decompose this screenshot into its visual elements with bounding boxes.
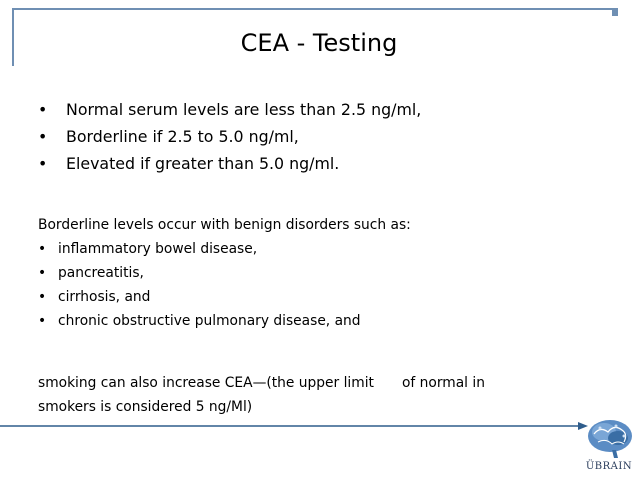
borderline-section — [38, 213, 411, 333]
bullet-icon: • — [38, 127, 48, 146]
list-item — [38, 285, 411, 309]
brain-icon — [580, 412, 638, 462]
bullet-icon: • — [38, 100, 48, 119]
bullet-icon: • — [38, 154, 48, 173]
list-item — [38, 96, 421, 123]
ubrain-logo — [580, 412, 638, 478]
closing-line-2: smokers is considered 5 ng/Ml) — [38, 399, 253, 415]
bullet-text: Elevated if greater than 5.0 ng/ml. — [66, 154, 340, 173]
slide-title: CEA - Testing — [240, 29, 398, 57]
closing-text-b: of normal in — [401, 375, 485, 391]
title-frame-top — [12, 8, 612, 10]
list-item — [38, 261, 411, 285]
list-item — [38, 150, 421, 177]
list-item — [38, 123, 421, 150]
item-text: pancreatitis, — [58, 265, 144, 281]
bullet-text: Borderline if 2.5 to 5.0 ng/ml, — [66, 127, 299, 146]
main-bullet-list — [38, 96, 421, 177]
bullet-icon: • — [38, 265, 47, 281]
borderline-intro: Borderline levels occur with benign disorders such as: — [38, 217, 411, 233]
divider-arrow — [0, 421, 590, 431]
closing-line-1 — [38, 371, 485, 395]
closing-text-a: smoking can also increase CEA—(the upper limit — [38, 375, 374, 391]
list-item — [38, 237, 411, 261]
bullet-icon: • — [38, 313, 47, 329]
bullet-text: Normal serum levels are less than 2.5 ng/ml, — [66, 100, 422, 119]
list-item — [38, 309, 411, 333]
bullet-icon: • — [38, 289, 47, 305]
title-frame-tab — [612, 8, 618, 16]
bullet-icon: • — [38, 241, 47, 257]
logo-text: ÜBRAIN — [585, 461, 633, 472]
item-text: inflammatory bowel disease, — [58, 241, 258, 257]
closing-paragraph — [38, 371, 485, 419]
item-text: cirrhosis, and — [58, 289, 151, 305]
item-text: chronic obstructive pulmonary disease, and — [58, 313, 361, 329]
